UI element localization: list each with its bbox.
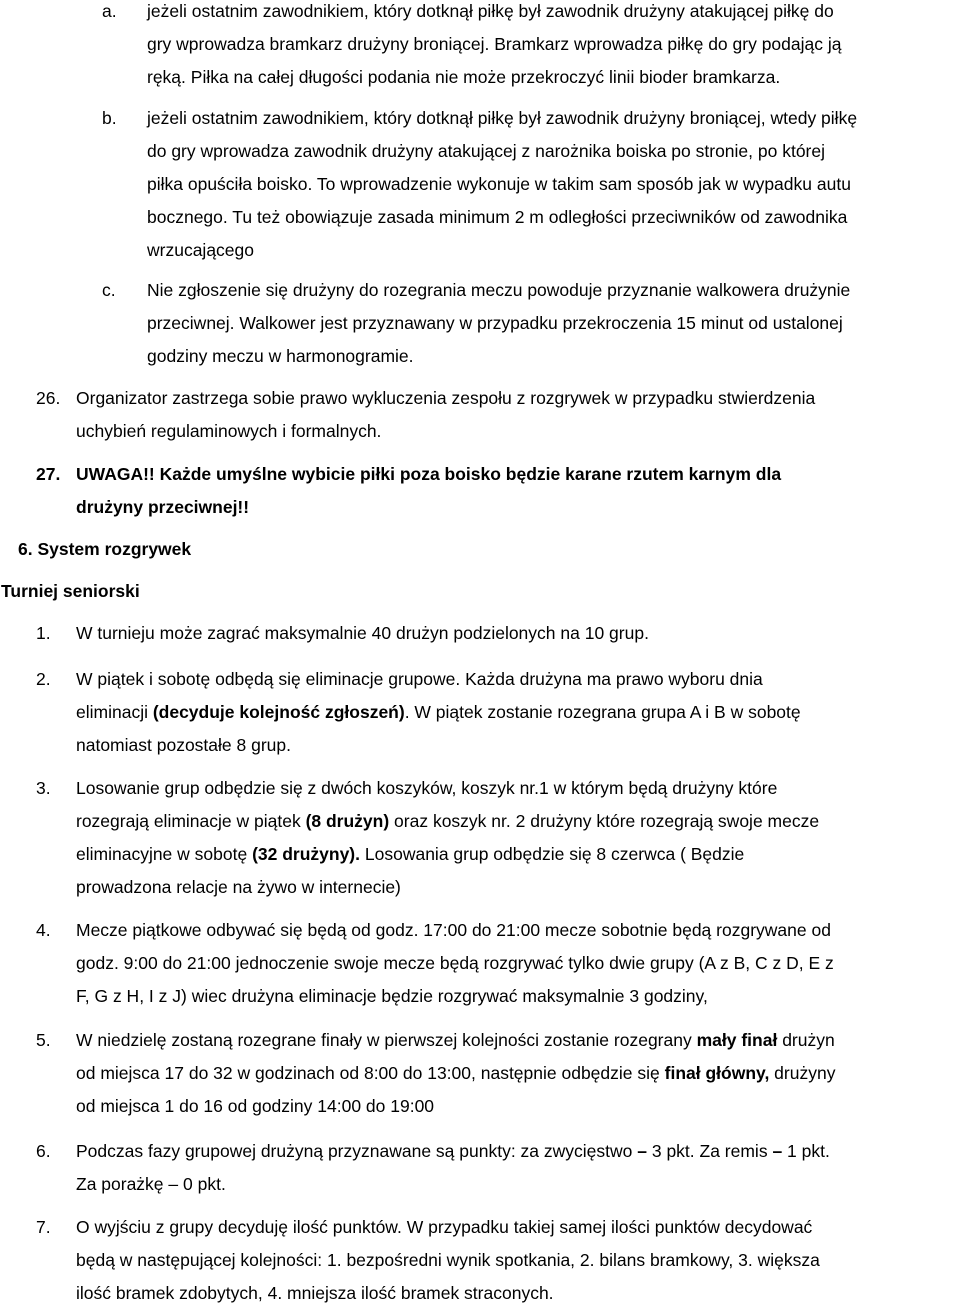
paragraph-line [76, 1168, 830, 1201]
paragraph-line [76, 696, 801, 729]
paragraph-line: gry wprowadza bramkarz drużyny broniącej. Bramkarz wprowadza piłkę do gry podając ją [147, 34, 842, 54]
paragraph-line [76, 617, 649, 650]
paragraph-line: Organizator zastrzega sobie prawo wykluczenia zespołu z rozgrywek w przypadku stwierdzenia [76, 388, 816, 408]
paragraph-line [76, 1211, 820, 1244]
bold-text: (32 drużyny). [252, 844, 361, 864]
text-run: Losowanie grup odbędzie się z dwóch koszyków, koszyk nr.1 w którym będą drużyny które [76, 778, 778, 798]
paragraph-line: do gry wprowadza zawodnik drużyny atakującej z narożnika boiska po stronie, po której [147, 141, 825, 161]
rule-number: 26. [36, 388, 61, 408]
bold-text: finał główny, [664, 1063, 770, 1083]
text-run: drużyny [769, 1063, 836, 1083]
paragraph-line [76, 663, 801, 696]
paragraph-line [76, 871, 819, 904]
text-run: Mecze piątkowe odbywać się będą od godz. 17:00 do 21:00 mecze sobotnie będą rozgrywane od [76, 920, 831, 940]
text-run: F, G z H, I z J) wiec drużyna eliminacje będzie rozgrywać maksymalnie 3 godziny, [76, 986, 708, 1006]
section-heading: 6. System rozgrywek [18, 539, 192, 559]
text-run: od miejsca 1 do 16 od godziny 14:00 do 19:00 [76, 1096, 435, 1116]
bold-text: – [637, 1141, 647, 1161]
bold-text: – [772, 1141, 783, 1161]
text-run: ilość bramek zdobytych, 4. mniejsza ilość bramek straconych. [76, 1283, 554, 1303]
text-run: drużyn [777, 1030, 835, 1050]
paragraph-line [76, 1135, 830, 1168]
bold-text: (decyduje kolejność zgłoszeń) [152, 702, 405, 722]
sub-item-label: b. [102, 108, 117, 128]
paragraph-line [76, 1277, 820, 1310]
sub-item-label: a. [102, 1, 117, 21]
paragraph-line [76, 772, 819, 805]
text-run: 1 pkt. [782, 1141, 830, 1161]
paragraph-line [76, 914, 834, 947]
text-run: 3 pkt. Za remis [646, 1141, 773, 1161]
paragraph-line: przeciwnej. Walkower jest przyznawany w przypadku przekroczenia 15 minut od ustalonej [147, 313, 843, 333]
paragraph-line [76, 1244, 820, 1277]
text-run: eliminacyjne w sobotę [76, 844, 253, 864]
paragraph-line: drużyny przeciwnej!! [76, 497, 250, 517]
paragraph-line: bocznego. Tu też obowiązuje zasada minimum 2 m odległości przeciwników od zawodnika [147, 207, 848, 227]
paragraph-line: piłka opuściła boisko. To wprowadzenie wykonuje w takim sam sposób jak w wypadku autu [147, 174, 851, 194]
text-run: godz. 9:00 do 21:00 jednoczenie swoje mecze będą rozgrywać tylko dwie grupy (A z B, C z D, E z [76, 953, 834, 973]
text-run: od miejsca 17 do 32 w godzinach od 8:00 do 13:00, następnie odbędzie się [76, 1063, 665, 1083]
bold-text: (8 drużyn) [305, 811, 390, 831]
paragraph-line [76, 838, 819, 871]
item-number: 5. [36, 1030, 51, 1050]
paragraph-line [76, 980, 834, 1013]
text-run: natomiast pozostałe 8 grup. [76, 735, 291, 755]
subheading: Turniej seniorski [1, 581, 140, 601]
paragraph-line: jeżeli ostatnim zawodnikiem, który dotknął piłkę był zawodnik drużyny broniącej, wtedy piłkę [147, 108, 858, 128]
item-number: 4. [36, 920, 51, 940]
item-number: 1. [36, 623, 51, 643]
paragraph-line [76, 1024, 835, 1057]
paragraph-line [76, 947, 834, 980]
text-run: prowadzona relacje na żywo w internecie) [76, 877, 401, 897]
paragraph-line: godziny meczu w harmonogramie. [147, 346, 414, 366]
rule-number: 27. [36, 464, 61, 484]
paragraph-line [76, 805, 819, 838]
text-run: będą w następującej kolejności: 1. bezpośredni wynik spotkania, 2. bilans bramkowy, 3. większa [76, 1250, 820, 1270]
item-number: 3. [36, 778, 51, 798]
sub-item-label: c. [102, 280, 116, 300]
text-run: W niedzielę zostaną rozegrane finały w pierwszej kolejności zostanie rozegrany [76, 1030, 697, 1050]
item-number: 7. [36, 1217, 51, 1237]
paragraph-line: uchybień regulaminowych i formalnych. [76, 421, 382, 441]
paragraph-line: ręką. Piłka na całej długości podania nie może przekroczyć linii bioder bramkarza. [147, 67, 781, 87]
text-run: oraz koszyk nr. 2 drużyny które rozegrają swoje mecze [389, 811, 820, 831]
paragraph-line: wrzucającego [147, 240, 254, 260]
paragraph-line [76, 1090, 835, 1123]
item-number: 2. [36, 669, 51, 689]
text-run: Podczas fazy grupowej drużyną przyznawane są punkty: za zwycięstwo [76, 1141, 638, 1161]
paragraph-line [76, 729, 801, 762]
text-run: O wyjściu z grupy decyduję ilość punktów. W przypadku takiej samej ilości punktów decydować [76, 1217, 813, 1237]
paragraph-line: jeżeli ostatnim zawodnikiem, który dotknął piłkę był zawodnik drużyny atakującej piłkę do [147, 1, 834, 21]
text-run: Za porażkę – 0 pkt. [76, 1174, 226, 1194]
text-run: Losowania grup odbędzie się 8 czerwca ( Będzie [360, 844, 745, 864]
text-run: . W piątek zostanie rozegrana grupa A i B w sobotę [404, 702, 801, 722]
text-run: eliminacji [76, 702, 153, 722]
text-run: W turnieju może zagrać maksymalnie 40 drużyn podzielonych na 10 grup. [76, 623, 649, 643]
text-run: rozegrają eliminacje w piątek [76, 811, 306, 831]
bold-text: mały finał [696, 1030, 778, 1050]
item-number: 6. [36, 1141, 51, 1161]
paragraph-line: Nie zgłoszenie się drużyny do rozegrania meczu powoduje przyznanie walkowera drużynie [147, 280, 851, 300]
paragraph-line [76, 1057, 835, 1090]
text-run: W piątek i sobotę odbędą się eliminacje grupowe. Każda drużyna ma prawo wyboru dnia [76, 669, 763, 689]
paragraph-line: UWAGA!! Każde umyślne wybicie piłki poza boisko będzie karane rzutem karnym dla [76, 464, 782, 484]
